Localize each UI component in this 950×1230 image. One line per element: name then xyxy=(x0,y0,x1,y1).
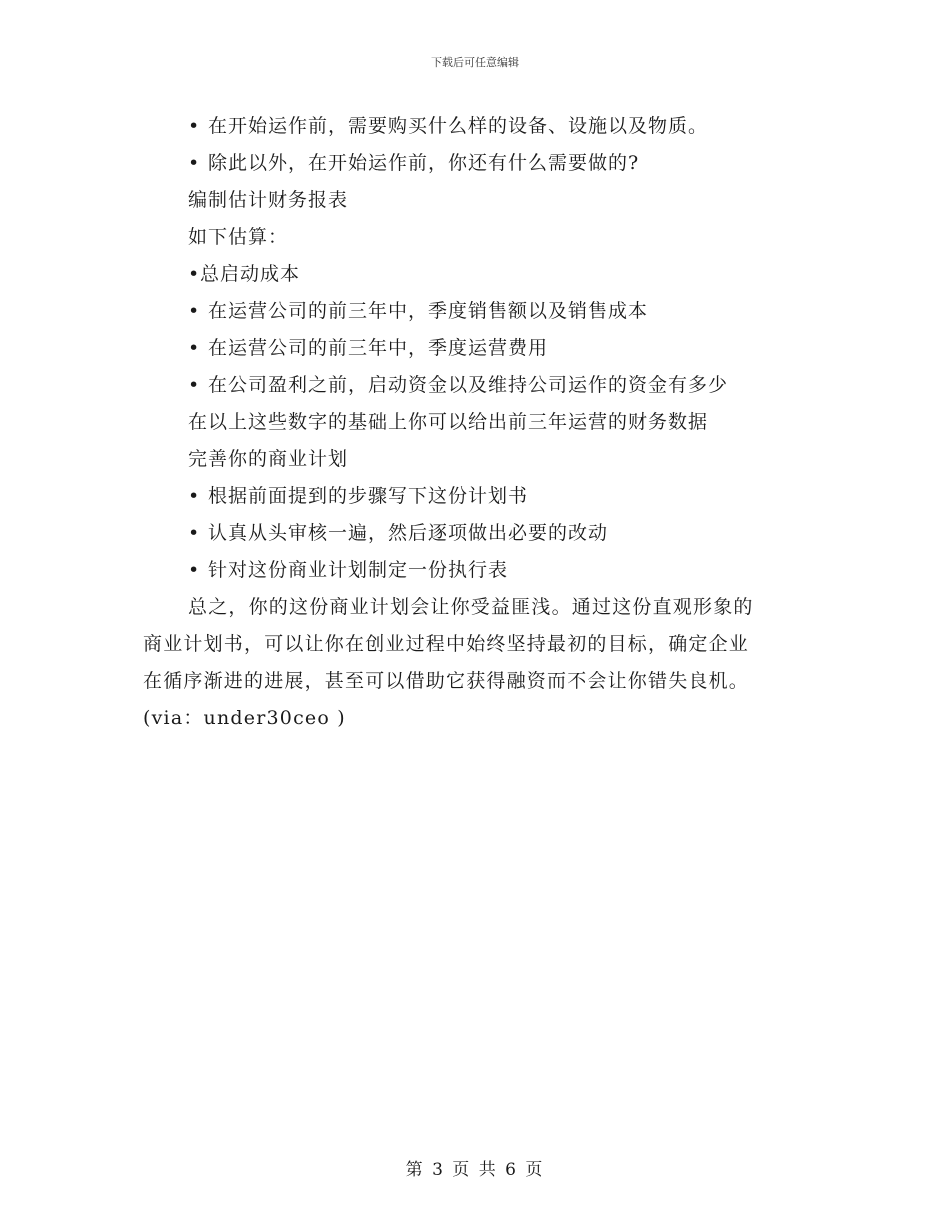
paragraph-line: 商业计划书，可以让你在创业过程中始终坚持最初的目标，确定企业 xyxy=(143,633,750,655)
bullet-icon: • xyxy=(188,263,201,285)
bullet-item xyxy=(143,256,808,293)
text-line: 如下估算： xyxy=(188,226,289,248)
bullet-text: 在公司盈利之前，启动资金以及维持公司运作的资金有多少 xyxy=(208,374,729,396)
bullet-text: 根据前面提到的步骤写下这份计划书 xyxy=(208,485,529,507)
bullet-icon: • xyxy=(188,337,201,359)
bullet-text: 在开始运作前，需要购买什么样的设备、设施以及物质。 xyxy=(208,115,709,137)
page-header: 下载后可任意编辑 xyxy=(431,56,519,69)
bullet-item xyxy=(143,515,808,552)
section-heading: 完善你的商业计划 xyxy=(188,448,349,470)
bullet-item xyxy=(143,330,808,367)
bullet-icon: • xyxy=(188,559,201,581)
source-citation: (via：under30ceo ) xyxy=(143,707,346,729)
bullet-item xyxy=(143,108,808,145)
bullet-text: 在运营公司的前三年中，季度销售额以及销售成本 xyxy=(208,300,649,322)
bullet-item xyxy=(143,552,808,589)
bullet-text: 在运营公司的前三年中，季度运营费用 xyxy=(208,337,549,359)
bullet-item xyxy=(143,293,808,330)
bullet-text: 针对这份商业计划制定一份执行表 xyxy=(208,559,509,581)
bullet-icon: • xyxy=(188,300,201,322)
paragraph-line: 总之，你的这份商业计划会让你受益匪浅。通过这份直观形象的 xyxy=(188,596,754,618)
page-number: 第 3 页 共 6 页 xyxy=(405,1160,545,1180)
bullet-text: 除此以外，在开始运作前，你还有什么需要做的? xyxy=(208,152,640,174)
bullet-icon: • xyxy=(188,374,201,396)
bullet-icon: • xyxy=(188,485,201,507)
bullet-item xyxy=(143,478,808,515)
bullet-text: 总启动成本 xyxy=(200,263,301,285)
section-heading: 编制估计财务报表 xyxy=(188,189,349,211)
bullet-text: 认真从头审核一遍，然后逐项做出必要的改动 xyxy=(208,522,609,544)
text-line: 在以上这些数字的基础上你可以给出前三年运营的财务数据 xyxy=(188,411,709,433)
paragraph-line: 在循序渐进的进展，甚至可以借助它获得融资而不会让你错失良机。 xyxy=(143,670,750,692)
bullet-item xyxy=(143,367,808,404)
document-body xyxy=(143,108,808,737)
bullet-item xyxy=(143,145,808,182)
bullet-icon: • xyxy=(188,115,201,137)
bullet-icon: • xyxy=(188,152,201,174)
bullet-icon: • xyxy=(188,522,201,544)
